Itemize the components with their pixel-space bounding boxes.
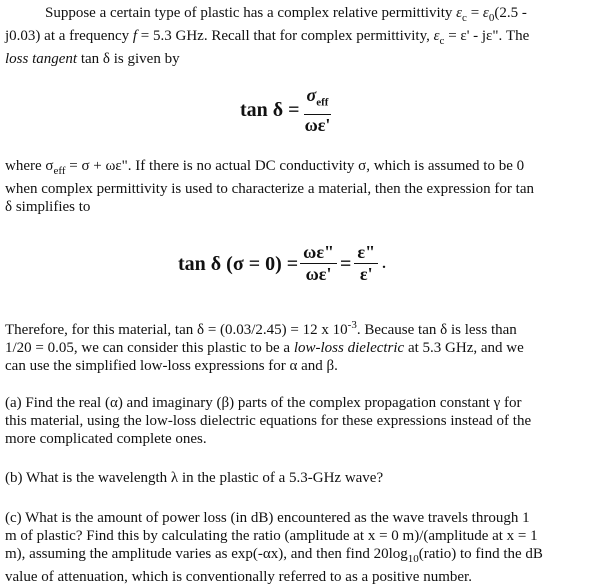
text: . Because tan δ is less than bbox=[356, 322, 517, 338]
text: m of plastic? Find this by calculating the ratio (amplitude at x = 0 m)/(amplitude at x = 1 bbox=[5, 528, 538, 544]
text: 0 bbox=[488, 12, 495, 24]
loss-tangent-equation bbox=[240, 86, 333, 135]
text: tan δ is given by bbox=[77, 51, 180, 67]
text: (b) What is the wavelength λ in the plastic of a 5.3-GHz wave? bbox=[5, 470, 384, 486]
text: eff bbox=[53, 165, 66, 177]
text: when complex permittivity is used to characterize a material, then the expression for tan bbox=[5, 181, 534, 197]
text: Suppose a certain type of plastic has a complex relative permittivity bbox=[45, 5, 457, 21]
text: 10 bbox=[407, 553, 419, 565]
text: m), assuming the amplitude varies as exp(-αx), and then find 20log bbox=[5, 546, 408, 562]
text: (a) Find the real (α) and imaginary (β) parts of the complex propagation constant γ for bbox=[5, 395, 522, 411]
text: can use the simplified low-loss expressions for α and β. bbox=[5, 358, 338, 374]
numerator: ε" bbox=[354, 243, 378, 264]
text: low-loss dielectric bbox=[293, 340, 405, 356]
text: value of attenuation, which is conventionally referred to as a positive number. bbox=[5, 569, 472, 585]
text: (c) What is the amount of power loss (in dB) encountered as the wave travels through 1 bbox=[5, 510, 530, 526]
text: more complicated complete ones. bbox=[5, 431, 207, 447]
question-b bbox=[5, 469, 597, 487]
text: = bbox=[466, 5, 483, 21]
equation-lhs: tan δ (σ = 0) = bbox=[178, 252, 299, 275]
text: c bbox=[462, 12, 467, 24]
text: f bbox=[132, 28, 138, 44]
fraction bbox=[302, 86, 334, 135]
text: = 5.3 GHz. Recall that for complex permittivity, bbox=[137, 28, 434, 44]
text: this material, using the low-loss dielectric equations for these expressions instead of the bbox=[5, 413, 532, 429]
text: 1/20 = 0.05, we can consider this plastic to be a bbox=[5, 340, 294, 356]
text: ε bbox=[482, 5, 489, 21]
denominator: ε' bbox=[359, 264, 373, 284]
text: j0.03) at a frequency bbox=[5, 28, 133, 44]
numerator: ωε" bbox=[300, 243, 337, 264]
text: Therefore, for this material, tan δ = (0.03/2.45) = 12 x 10 bbox=[5, 322, 348, 338]
fraction bbox=[354, 243, 378, 284]
equals-sign: = bbox=[340, 252, 352, 275]
text: at 5.3 GHz, and we bbox=[404, 340, 524, 356]
fraction bbox=[300, 243, 337, 284]
text: = ε' - jε". The bbox=[444, 28, 530, 44]
text: c bbox=[439, 35, 445, 47]
intro-paragraph bbox=[5, 4, 597, 68]
numerator: $\sigma_{eff}$ bbox=[304, 86, 332, 115]
text: ε bbox=[456, 5, 463, 21]
text: = σ + ωε". If there is no actual DC conductivity σ, which is assumed to be 0 bbox=[65, 158, 525, 174]
where-paragraph bbox=[5, 157, 597, 216]
text: loss tangent bbox=[5, 51, 78, 67]
text: δ simplifies to bbox=[5, 199, 91, 215]
equation-lhs: tan δ = bbox=[240, 99, 300, 122]
denominator: ωε' bbox=[304, 114, 331, 135]
text: where σ bbox=[5, 158, 54, 174]
text: (2.5 - bbox=[494, 5, 527, 21]
question-a bbox=[5, 394, 597, 448]
text: (ratio) to find the dB bbox=[418, 546, 543, 562]
therefore-paragraph bbox=[5, 316, 597, 375]
denominator: ωε' bbox=[305, 264, 332, 284]
text: ε bbox=[433, 28, 440, 44]
text: -3 bbox=[347, 319, 357, 331]
question-c bbox=[5, 509, 597, 586]
period: . bbox=[382, 255, 386, 272]
simplified-loss-tangent-equation bbox=[178, 243, 386, 284]
